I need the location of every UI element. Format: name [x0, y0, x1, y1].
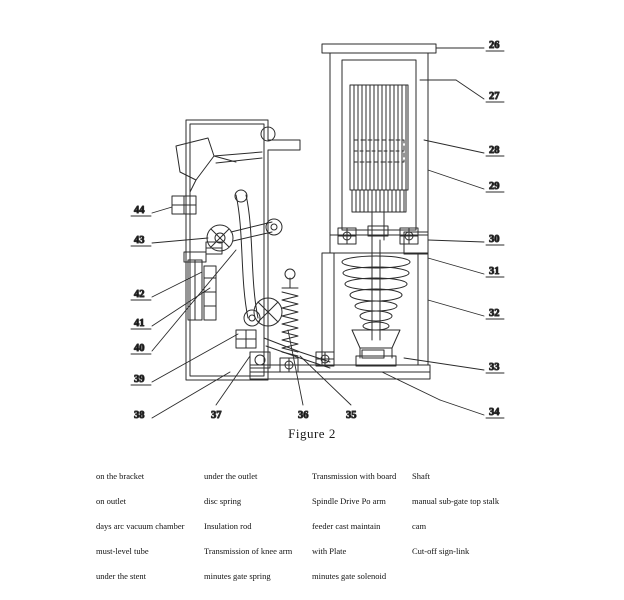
legend-item: manual sub-gate top stalk [412, 496, 500, 506]
callout-41: 41 [134, 318, 145, 329]
legend-item: Shaft [412, 471, 430, 481]
legend-item: Transmission with board [312, 471, 397, 481]
leader-lines-right [382, 48, 484, 415]
callout-38: 38 [134, 410, 145, 420]
mid-frame-group [330, 228, 428, 254]
callout-40: 40 [134, 343, 145, 354]
callout-44: 44 [134, 205, 145, 216]
legend-item: feeder cast maintain [312, 521, 381, 531]
legend-item: Transmission of knee arm [204, 546, 293, 556]
legend-list [96, 464, 576, 589]
callout-34: 34 [489, 407, 500, 418]
callout-42: 42 [134, 289, 145, 300]
legend-item: on outlet [96, 496, 126, 506]
callout-30: 30 [489, 234, 500, 245]
callout-33: 33 [489, 362, 500, 373]
legend-item [412, 564, 532, 589]
gate-spring-group [254, 269, 330, 368]
callout-29: 29 [489, 181, 500, 192]
legend-item: disc spring [204, 496, 242, 506]
legend-item: days arc vacuum chamber [96, 521, 185, 531]
callout-39: 39 [134, 374, 145, 385]
legend-item: Spindle Drive Po arm [312, 496, 386, 506]
legend-item: under the stent [96, 571, 147, 581]
callout-36: 36 [298, 410, 309, 420]
coil-spring [342, 256, 410, 330]
callout-31: 31 [489, 266, 500, 277]
callout-26: 26 [489, 40, 500, 51]
callout-28: 28 [489, 145, 500, 156]
legend-item: Insulation rod [204, 521, 252, 531]
upper-housing-group [322, 44, 436, 240]
figure-caption: Figure 2 [288, 426, 336, 441]
callout-43: 43 [134, 235, 145, 246]
callout-37: 37 [211, 410, 222, 420]
legend-item: cam [412, 521, 427, 531]
legend-item: Cut-off sign-link [412, 546, 470, 556]
callout-27: 27 [489, 91, 500, 102]
legend-item: under the outlet [204, 471, 258, 481]
callout-numbers [134, 40, 500, 420]
callout-32: 32 [489, 308, 500, 319]
legend-item: minutes gate solenoid [312, 571, 387, 581]
legend-item: on the bracket [96, 471, 145, 481]
callout-35: 35 [346, 410, 357, 420]
legend-item: with Plate [312, 546, 347, 556]
legend-item: minutes gate spring [204, 571, 271, 581]
lower-body-group [250, 240, 430, 379]
legend-item: must-level tube [96, 546, 149, 556]
